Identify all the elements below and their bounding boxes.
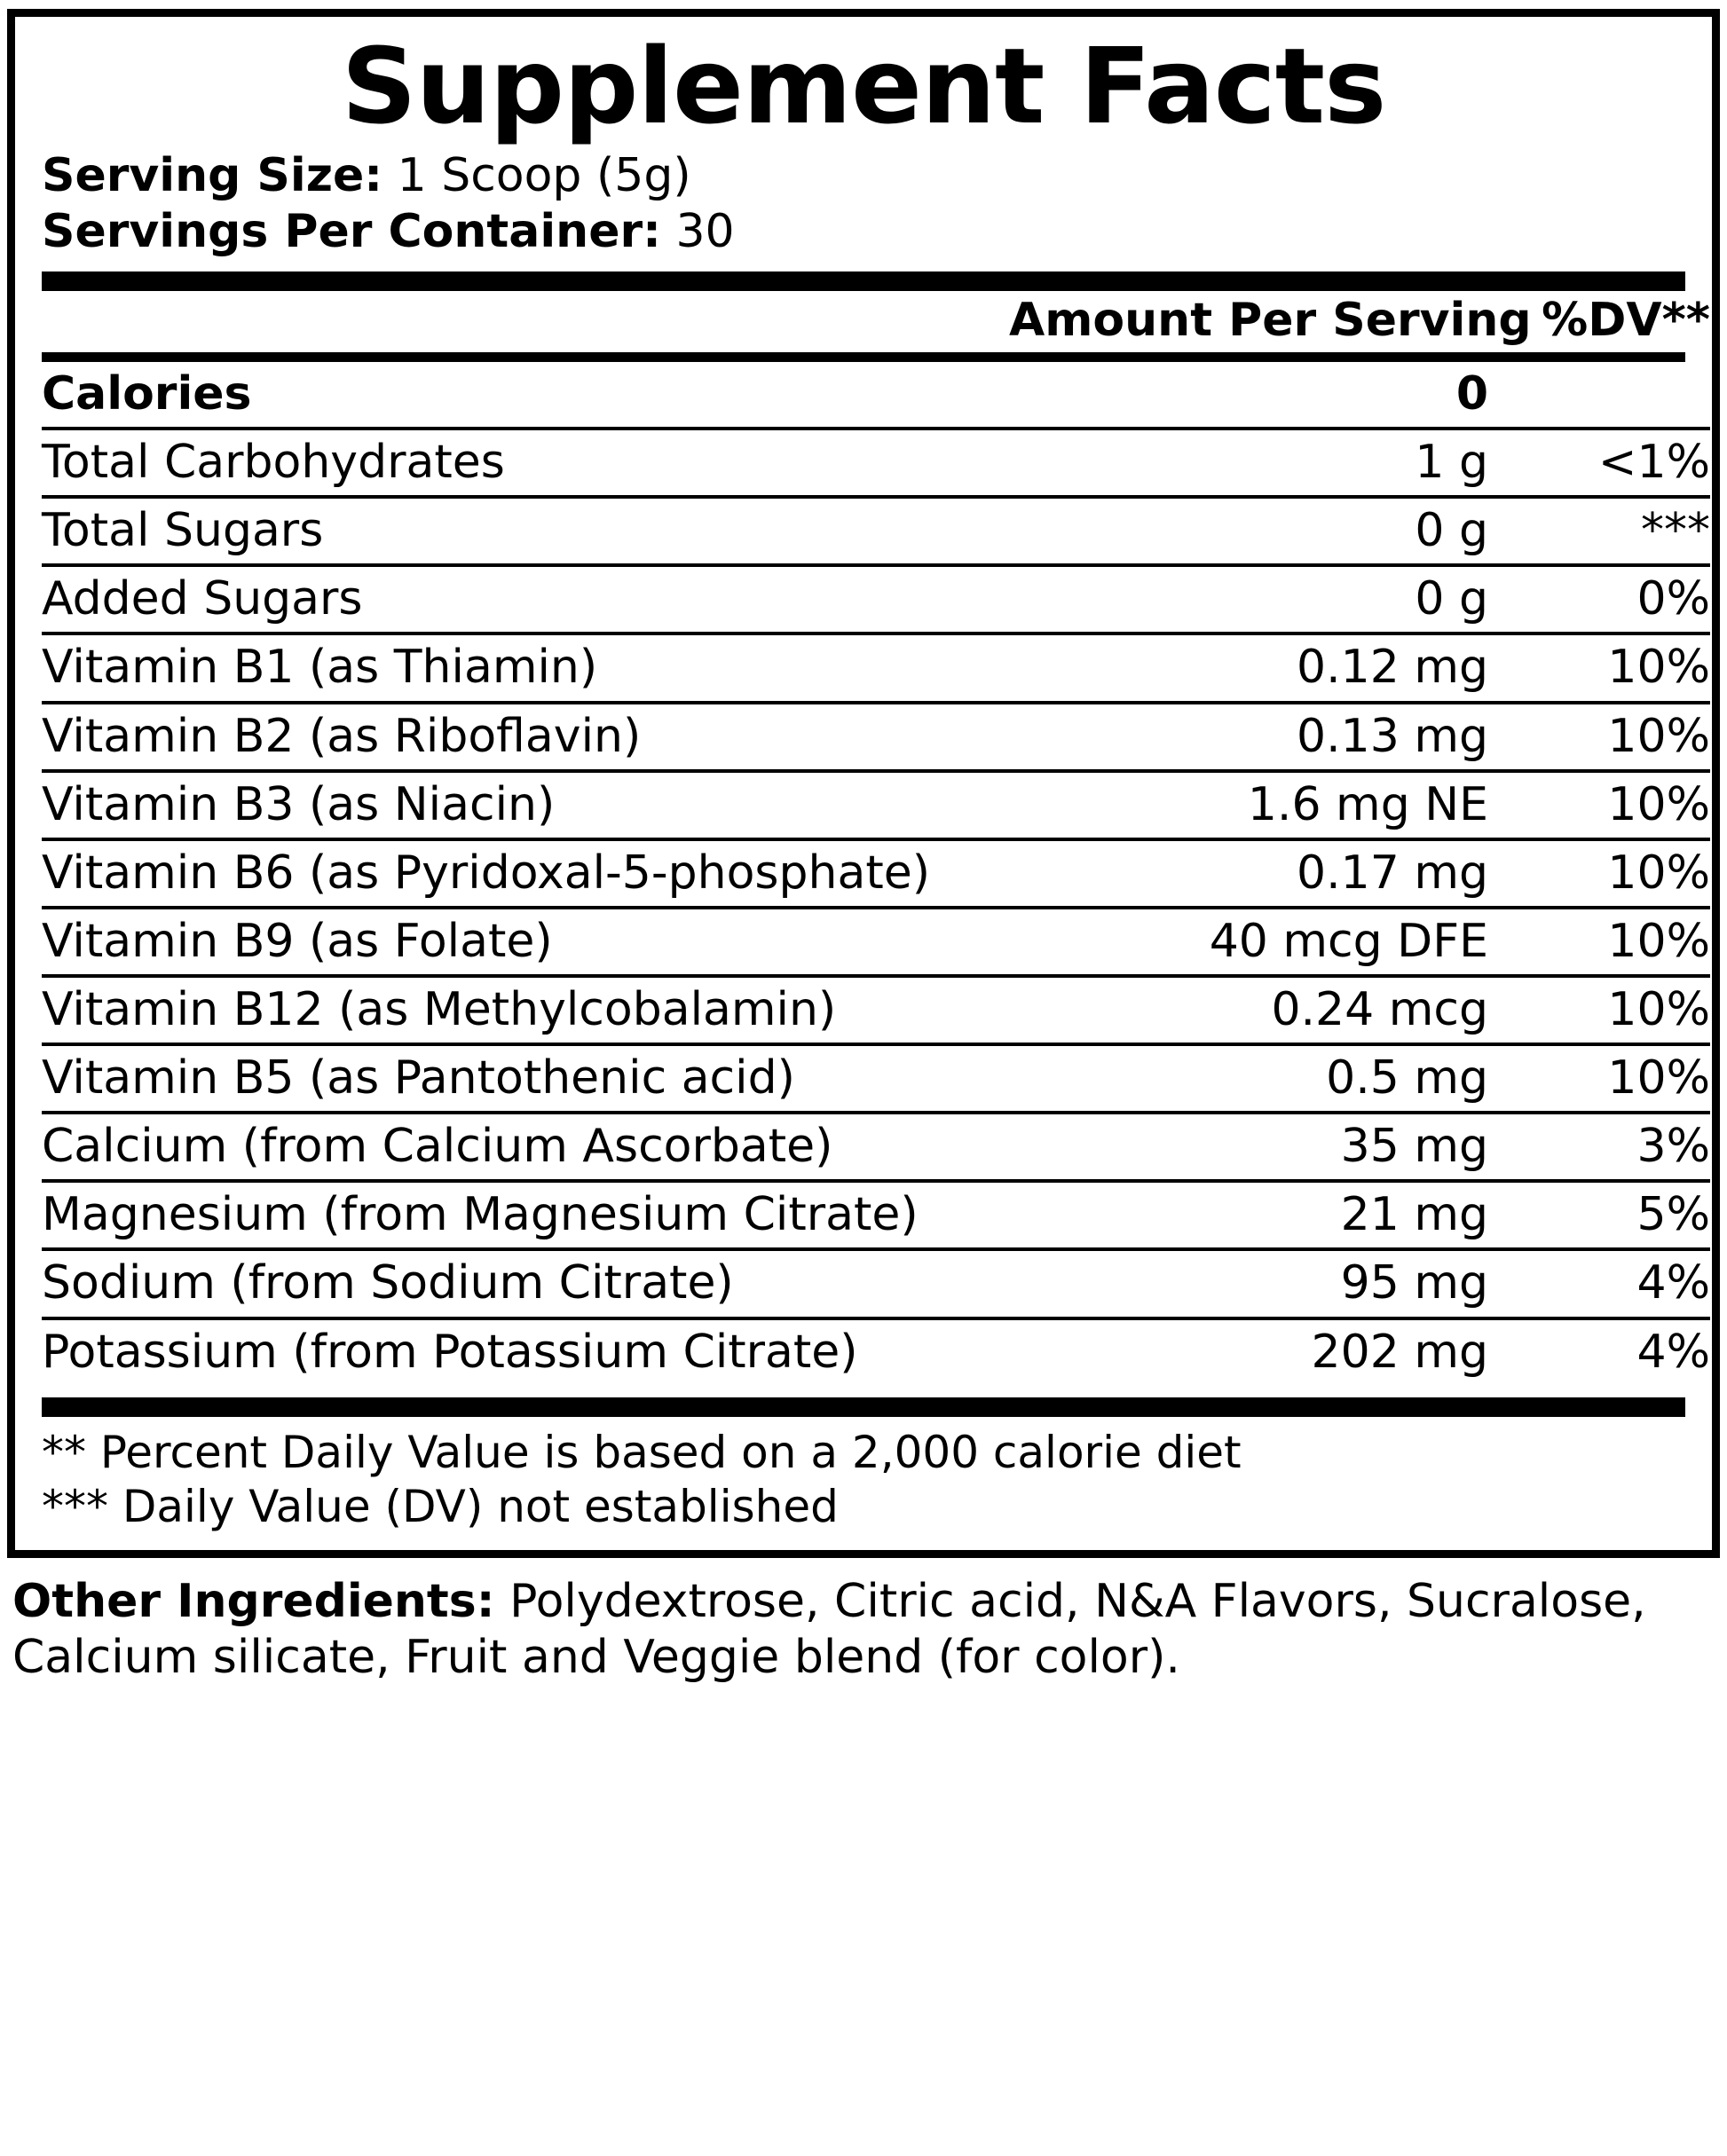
table-row xyxy=(42,1181,1710,1249)
other-ingredients xyxy=(7,1574,1720,1687)
table-row xyxy=(42,362,1710,429)
table-row xyxy=(42,633,1710,702)
divider-thick-bottom xyxy=(42,1397,1685,1417)
row-nutrient-name: Calcium (from Calcium Ascorbate) xyxy=(42,1113,1009,1181)
table-row xyxy=(42,1044,1710,1113)
row-nutrient-name: Total Carbohydrates xyxy=(42,429,1009,497)
row-daily-value: 4% xyxy=(1636,1325,1710,1379)
row-amount: 40 mcg DFE xyxy=(1009,908,1488,976)
row-nutrient-name: Vitamin B3 (as Niacin) xyxy=(42,771,1009,839)
row-daily-value xyxy=(1488,362,1710,429)
row-daily-value: 10% xyxy=(1488,1044,1710,1113)
row-nutrient-name: Potassium (from Potassium Citrate) xyxy=(42,1325,858,1379)
footnote-dv-not-established: *** Daily Value (DV) not established xyxy=(42,1480,839,1532)
row-nutrient-name: Added Sugars xyxy=(42,565,1009,633)
row-daily-value: *** xyxy=(1488,497,1710,565)
row-nutrient-name: Vitamin B1 (as Thiamin) xyxy=(42,633,1009,702)
table-row xyxy=(42,976,1710,1044)
row-nutrient-name: Sodium (from Sodium Citrate) xyxy=(42,1249,1009,1318)
header-amount-per-serving: Amount Per Serving xyxy=(1009,293,1532,347)
row-amount: 0.12 mg xyxy=(1009,633,1488,702)
table-row xyxy=(42,497,1710,565)
row-daily-value: 10% xyxy=(1488,976,1710,1044)
row-daily-value: 10% xyxy=(1488,771,1710,839)
divider-medium-under-header xyxy=(42,352,1685,362)
row-nutrient-name: Total Sugars xyxy=(42,497,1009,565)
footnote-daily-value: ** Percent Daily Value is based on a 2,000 calorie diet xyxy=(42,1426,1242,1478)
table-row xyxy=(42,703,1710,771)
row-daily-value: 10% xyxy=(1488,703,1710,771)
row-nutrient-name: Vitamin B5 (as Pantothenic acid) xyxy=(42,1044,1009,1113)
table-row xyxy=(42,1318,1710,1385)
row-amount: 202 mg xyxy=(1311,1325,1488,1379)
row-amount: 0 g xyxy=(1009,497,1488,565)
row-amount: 0.24 mcg xyxy=(1009,976,1488,1044)
table-row xyxy=(42,839,1710,908)
row-nutrient-name: Vitamin B6 (as Pyridoxal-5-phosphate) xyxy=(42,839,1009,908)
divider-thick-top xyxy=(42,271,1685,291)
row-daily-value: 4% xyxy=(1488,1249,1710,1318)
table-row xyxy=(42,429,1710,497)
row-nutrient-name: Magnesium (from Magnesium Citrate) xyxy=(42,1181,1009,1249)
footnotes xyxy=(42,1417,1685,1534)
row-amount: 21 mg xyxy=(1009,1181,1488,1249)
other-ingredients-label: Other Ingredients: xyxy=(12,1574,495,1628)
nutrition-rows-table xyxy=(42,362,1710,1385)
table-row xyxy=(42,1113,1710,1181)
row-amount: 95 mg xyxy=(1009,1249,1488,1318)
table-row xyxy=(42,771,1710,839)
row-daily-value: 5% xyxy=(1488,1181,1710,1249)
row-amount: 1.6 mg NE xyxy=(1009,771,1488,839)
row-daily-value: 0% xyxy=(1488,565,1710,633)
row-nutrient-name: Vitamin B12 (as Methylcobalamin) xyxy=(42,976,1009,1044)
table-row xyxy=(42,1249,1710,1318)
row-daily-value: 10% xyxy=(1488,633,1710,702)
row-nutrient-name: Calories xyxy=(42,362,1009,429)
serving-size-value: 1 Scoop (5g) xyxy=(397,149,691,203)
servings-per-container-label: Servings Per Container: xyxy=(42,204,661,258)
row-amount: 35 mg xyxy=(1009,1113,1488,1181)
nutrition-table-body xyxy=(42,291,1710,352)
table-row xyxy=(42,565,1710,633)
row-daily-value: 10% xyxy=(1488,908,1710,976)
header-spacer xyxy=(42,291,1009,352)
row-daily-value: 3% xyxy=(1488,1113,1710,1181)
page-title: Supplement Facts xyxy=(341,25,1386,147)
row-amount: 1 g xyxy=(1009,429,1488,497)
supplement-facts-label xyxy=(0,9,1727,1687)
row-amount: 0 xyxy=(1009,362,1488,429)
row-daily-value: 10% xyxy=(1488,839,1710,908)
serving-size-label: Serving Size: xyxy=(42,149,383,203)
table-row xyxy=(42,908,1710,976)
nutrition-rows-body xyxy=(42,362,1710,1385)
row-amount: 0.5 mg xyxy=(1009,1044,1488,1113)
header-dv: %DV** xyxy=(1542,293,1710,347)
row-amount: 0.13 mg xyxy=(1009,703,1488,771)
row-amount: 0.17 mg xyxy=(1009,839,1488,908)
other-ingredients-value: Polydextrose, Citric acid, N&A Flavors, Sucralose, Calcium silicate, Fruit and Veggie blend (for color). xyxy=(12,1574,1646,1685)
serving-size-line xyxy=(42,148,1685,203)
row-nutrient-name: Vitamin B2 (as Riboflavin) xyxy=(42,703,1009,771)
row-daily-value: <1% xyxy=(1488,429,1710,497)
supplement-facts-panel xyxy=(7,9,1720,1558)
row-amount: 0 g xyxy=(1009,565,1488,633)
table-header-row xyxy=(42,291,1710,352)
servings-per-container-value: 30 xyxy=(675,204,735,258)
row-nutrient-name: Vitamin B9 (as Folate) xyxy=(42,908,1009,976)
servings-per-container-line xyxy=(42,204,1685,259)
nutrition-table xyxy=(42,291,1710,352)
